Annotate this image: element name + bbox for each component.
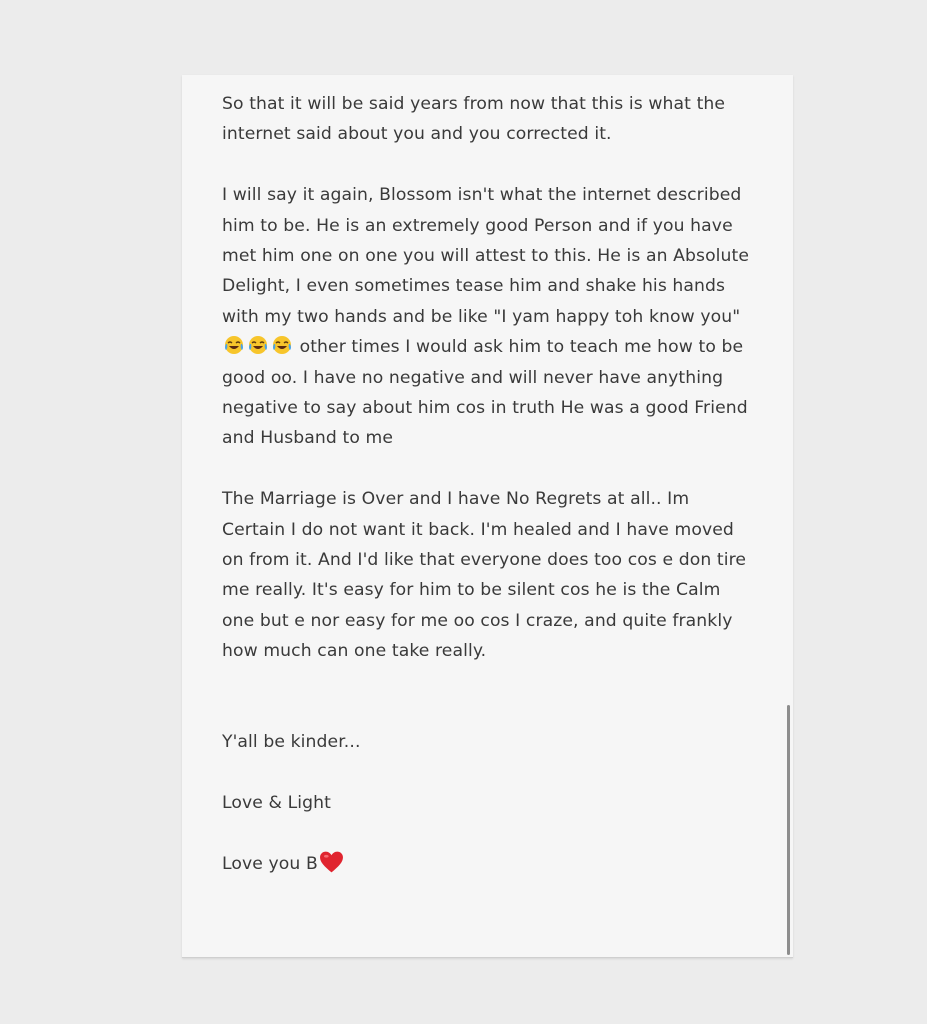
note-paragraph-2 xyxy=(222,180,757,454)
note-body[interactable] xyxy=(222,89,757,910)
scrollbar-thumb[interactable] xyxy=(787,705,790,955)
note-card xyxy=(182,75,793,958)
face-with-tears-of-joy-icon xyxy=(248,335,268,355)
note-paragraph-2-text: I will say it again, Blossom isn't what the internet described him to be. He is an extremely good Person and if you have met him one on one you will attest to this. He is an Absolute Delight, I even sometimes tease him and shake his hands with my two hands and be like "I yam happy toh know you" xyxy=(222,185,750,327)
note-paragraph-1: So that it will be said years from now that this is what the internet said about you and you corrected it. xyxy=(222,94,726,145)
note-signoff-love-light: Love & Light xyxy=(222,793,331,814)
note-signoff-love-you xyxy=(222,849,757,879)
face-with-tears-of-joy-icon xyxy=(224,335,244,355)
face-with-tears-of-joy-icon xyxy=(272,335,292,355)
note-paragraph-3: The Marriage is Over and I have No Regrets at all.. Im Certain I do not want it back. I'm healed and I have moved on from it. And I'd like that everyone does too cos e don tire me really. It's easy for him to be silent cos he is the Calm one but e nor easy for me oo cos I craze, and quite frankly how much can one take really. xyxy=(222,489,747,662)
laughing-emoji-group xyxy=(222,337,294,357)
red-heart-icon xyxy=(319,850,344,874)
note-signoff-love-you-text: Love you B xyxy=(222,854,318,875)
note-signoff-kinder: Y'all be kinder... xyxy=(222,732,361,753)
note-paragraph-2-continued: other times I would ask him to teach me how to be good oo. I have no negative and will never have anything negative to say about him cos in truth He was a good Friend and Husband to me xyxy=(222,337,748,449)
